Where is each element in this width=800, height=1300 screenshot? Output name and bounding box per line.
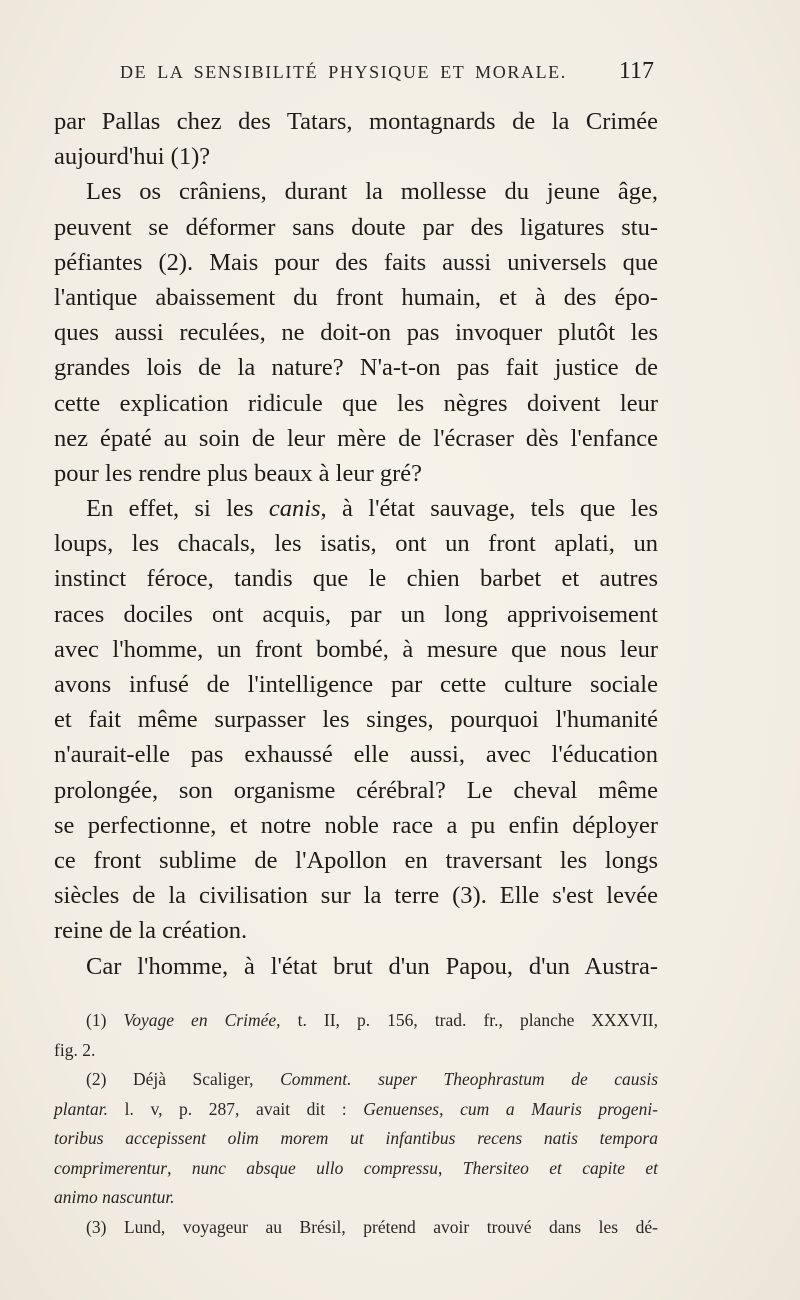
footnote-marker: (3) bbox=[86, 1216, 107, 1237]
footnote-1-cont: fig. 2. bbox=[54, 1039, 96, 1060]
footnote-citation: Comment. super Theophrastum de causis bbox=[280, 1069, 659, 1089]
footnote-text: , bbox=[167, 1157, 172, 1178]
footnote-quote: Thersiteo et capite et bbox=[462, 1157, 658, 1178]
footnote-text: , bbox=[438, 1157, 443, 1178]
footnote-2 bbox=[54, 1065, 658, 1095]
text-line: n'aurait-elle pas exhaussé elle aussi, avec l'éducation bbox=[54, 741, 658, 769]
text-line: loups, les chacals, les isatis, ont un front aplati, un bbox=[54, 530, 658, 558]
text-line: se perfectionne, et notre noble race a pu enfin déployer bbox=[54, 811, 658, 839]
footnote-marker: (2) bbox=[86, 1069, 107, 1089]
footnote-2-cont bbox=[54, 1095, 658, 1125]
text-line: grandes lois de la nature? N'a-t-on pas fait justice de bbox=[54, 354, 658, 382]
footnote-3 bbox=[54, 1213, 658, 1243]
text-fragment: En effet, si les bbox=[86, 495, 254, 523]
text-line: l'antique abaissement du front humain, et à des épo- bbox=[54, 283, 658, 311]
text-line: par Pallas chez des Tatars, montagnards de la Crimée bbox=[54, 108, 658, 135]
footnote-1 bbox=[54, 1006, 658, 1036]
footnote-quote-line: toribus accepissent olim morem ut infantibus recens natis tempora bbox=[54, 1128, 658, 1148]
text-line: pour les rendre plus beaux à leur gré? bbox=[54, 459, 423, 487]
text-line: siècles de la civilisation sur la terre (3). Elle s'est levée bbox=[54, 882, 658, 910]
running-title: DE LA SENSIBILITÉ PHYSIQUE ET MORALE. bbox=[120, 62, 567, 82]
text-line: avec l'homme, un front bombé, à mesure que nous leur bbox=[54, 635, 658, 663]
footnote-2-cont bbox=[54, 1154, 658, 1184]
text-line bbox=[54, 491, 658, 526]
footnote-marker: (1) bbox=[86, 1010, 107, 1030]
page-number: 117 bbox=[618, 58, 654, 84]
text-line: prolongée, son organisme cérébral? Le cheval même bbox=[54, 776, 658, 804]
footnote-quote: comprimerentur bbox=[54, 1157, 168, 1178]
text-line: races dociles ont acquis, par un long apprivoisement bbox=[54, 600, 658, 628]
text-line: Les os crâniens, durant la mollesse du jeune âge, bbox=[86, 178, 658, 206]
footnote-quote-line: animo nascuntur. bbox=[54, 1187, 175, 1207]
text-line: ce front sublime de l'Apollon en traversant les longs bbox=[54, 846, 658, 874]
text-line: aujourd'hui (1)? bbox=[54, 143, 211, 171]
text-line: péfiantes (2). Mais pour des faits aussi universels que bbox=[54, 248, 658, 276]
footnote-text: l. v, p. 287, avait dit : bbox=[107, 1098, 347, 1119]
footnotes bbox=[54, 1006, 658, 1242]
text-line: avons infusé de l'intelligence par cette culture sociale bbox=[54, 671, 658, 698]
text-fragment: , à l'état sauvage, tels que les bbox=[320, 495, 659, 523]
footnote-quote: Genuenses, cum a Mauris progeni- bbox=[363, 1098, 659, 1119]
main-text bbox=[54, 104, 658, 984]
italic-term: canis bbox=[268, 495, 321, 523]
text-line: reine de la création. bbox=[54, 917, 248, 945]
footnote-title: Voyage en Crimée bbox=[123, 1010, 277, 1030]
footnote-quote: nunc absque ullo compressu bbox=[191, 1157, 438, 1178]
text-line: instinct féroce, tandis que le chien barbet et autres bbox=[54, 565, 658, 593]
text-line: Car l'homme, à l'état brut d'un Papou, d'un Austra- bbox=[86, 952, 658, 980]
footnote-text: Déjà Scaliger, bbox=[132, 1069, 254, 1089]
running-head bbox=[120, 58, 660, 102]
footnote-text: , t. II, p. 156, trad. fr., planche XXXVII, bbox=[276, 1010, 658, 1030]
text-line: cette explication ridicule que les nègres doivent leur bbox=[54, 389, 658, 417]
text-line: peuvent se déformer sans doute par des ligatures stu- bbox=[54, 213, 658, 241]
footnote-citation: plantar. bbox=[54, 1098, 108, 1119]
footnote-text: Lund, voyageur au Brésil, prétend avoir trouvé dans les dé- bbox=[123, 1216, 658, 1237]
text-line: ques aussi reculées, ne doit-on pas invoquer plutôt les bbox=[54, 319, 658, 347]
text-line: et fait même surpasser les singes, pourquoi l'humanité bbox=[54, 706, 658, 734]
text-line: nez épaté au soin de leur mère de l'écraser dès l'enfance bbox=[54, 424, 658, 452]
